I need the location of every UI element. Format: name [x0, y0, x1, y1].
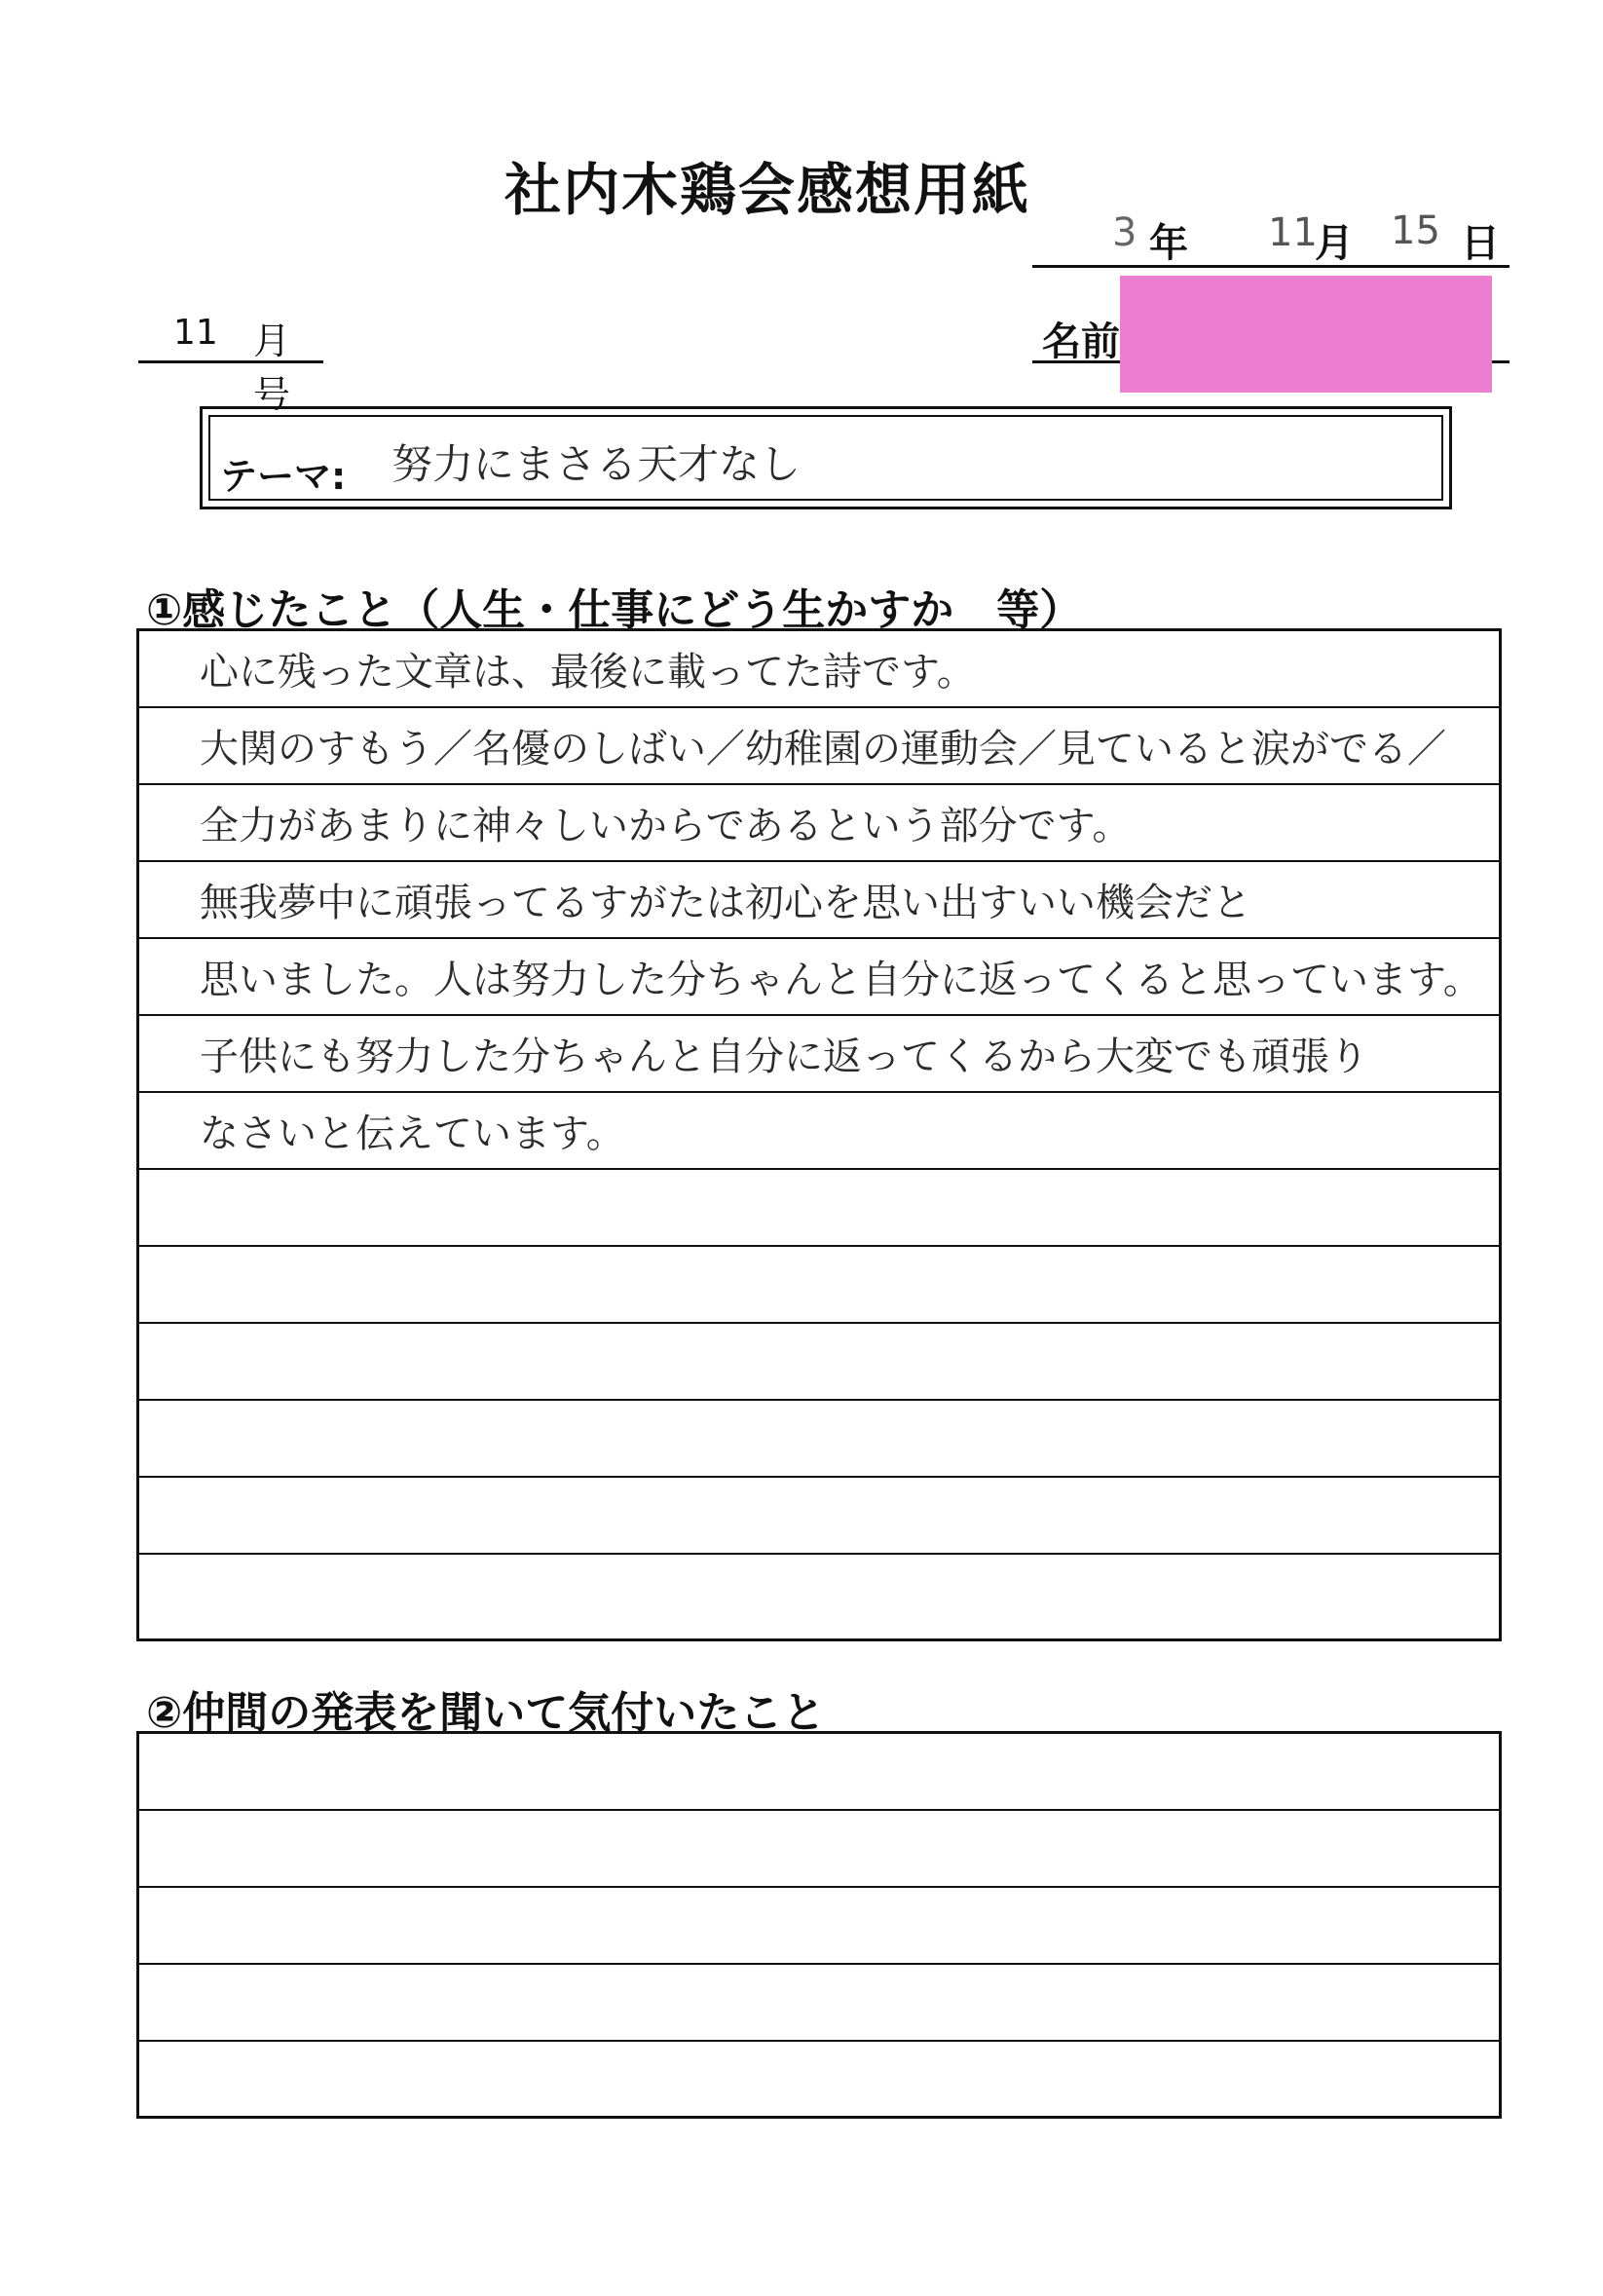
section1-line: 子供にも努力した分ちゃんと自分に返ってくるから大変でも頑張り — [139, 1016, 1499, 1093]
theme-box — [200, 406, 1452, 509]
theme-value: 努力にまさる天才なし — [391, 440, 802, 488]
issue-field[interactable] — [138, 307, 323, 416]
section1-line: 全力があまりに神々しいからであるという部分です。 — [139, 785, 1499, 862]
section1-line: 大関のすもう／名優のしばい／幼稚園の運動会／見ていると涙がでる／ — [139, 708, 1499, 785]
name-label: 名前 — [1042, 320, 1120, 364]
section1-line — [139, 1401, 1499, 1478]
section1-line — [139, 1170, 1499, 1247]
form-title: 社内木鶏会感想用紙 — [503, 157, 1030, 223]
name-redaction — [1120, 276, 1492, 393]
section1-line — [139, 1324, 1499, 1401]
issue-label: 月号 — [253, 320, 291, 416]
date-field[interactable] — [1032, 207, 1510, 268]
section1-line: 無我夢中に頑張ってるすがたは初心を思い出すいい機会だと — [139, 862, 1499, 939]
section1-line: 思いました。人は努力した分ちゃんと自分に返ってくると思っています。 — [139, 939, 1499, 1016]
section1-lines[interactable] — [136, 628, 1502, 1641]
section2-line — [139, 1965, 1499, 2042]
year-label: 年 — [1149, 221, 1188, 266]
section2-line — [139, 1734, 1499, 1811]
month-label: 月 — [1315, 221, 1354, 266]
section1-line — [139, 1247, 1499, 1324]
section1-heading: ①感じたこと（人生・仕事にどう生かすか 等） — [146, 585, 1083, 635]
section2-line — [139, 2042, 1499, 2116]
section2-lines[interactable] — [136, 1731, 1502, 2119]
section1-line: 心に残った文章は、最後に載ってた詩です。 — [139, 631, 1499, 708]
theme-label: テーマ: — [220, 455, 347, 498]
issue-value: 11 — [173, 313, 218, 353]
year-value: 3 — [1112, 210, 1137, 255]
section2-line — [139, 1811, 1499, 1888]
day-value: 15 — [1391, 208, 1440, 253]
section1-line: なさいと伝えています。 — [139, 1093, 1499, 1170]
month-value: 11 — [1268, 210, 1318, 255]
section2-heading: ②仲間の発表を聞いて気付いたこと — [146, 1688, 826, 1738]
day-label: 日 — [1461, 221, 1500, 266]
section1-line — [139, 1478, 1499, 1555]
section2-line — [139, 1888, 1499, 1965]
section1-line — [139, 1555, 1499, 1632]
